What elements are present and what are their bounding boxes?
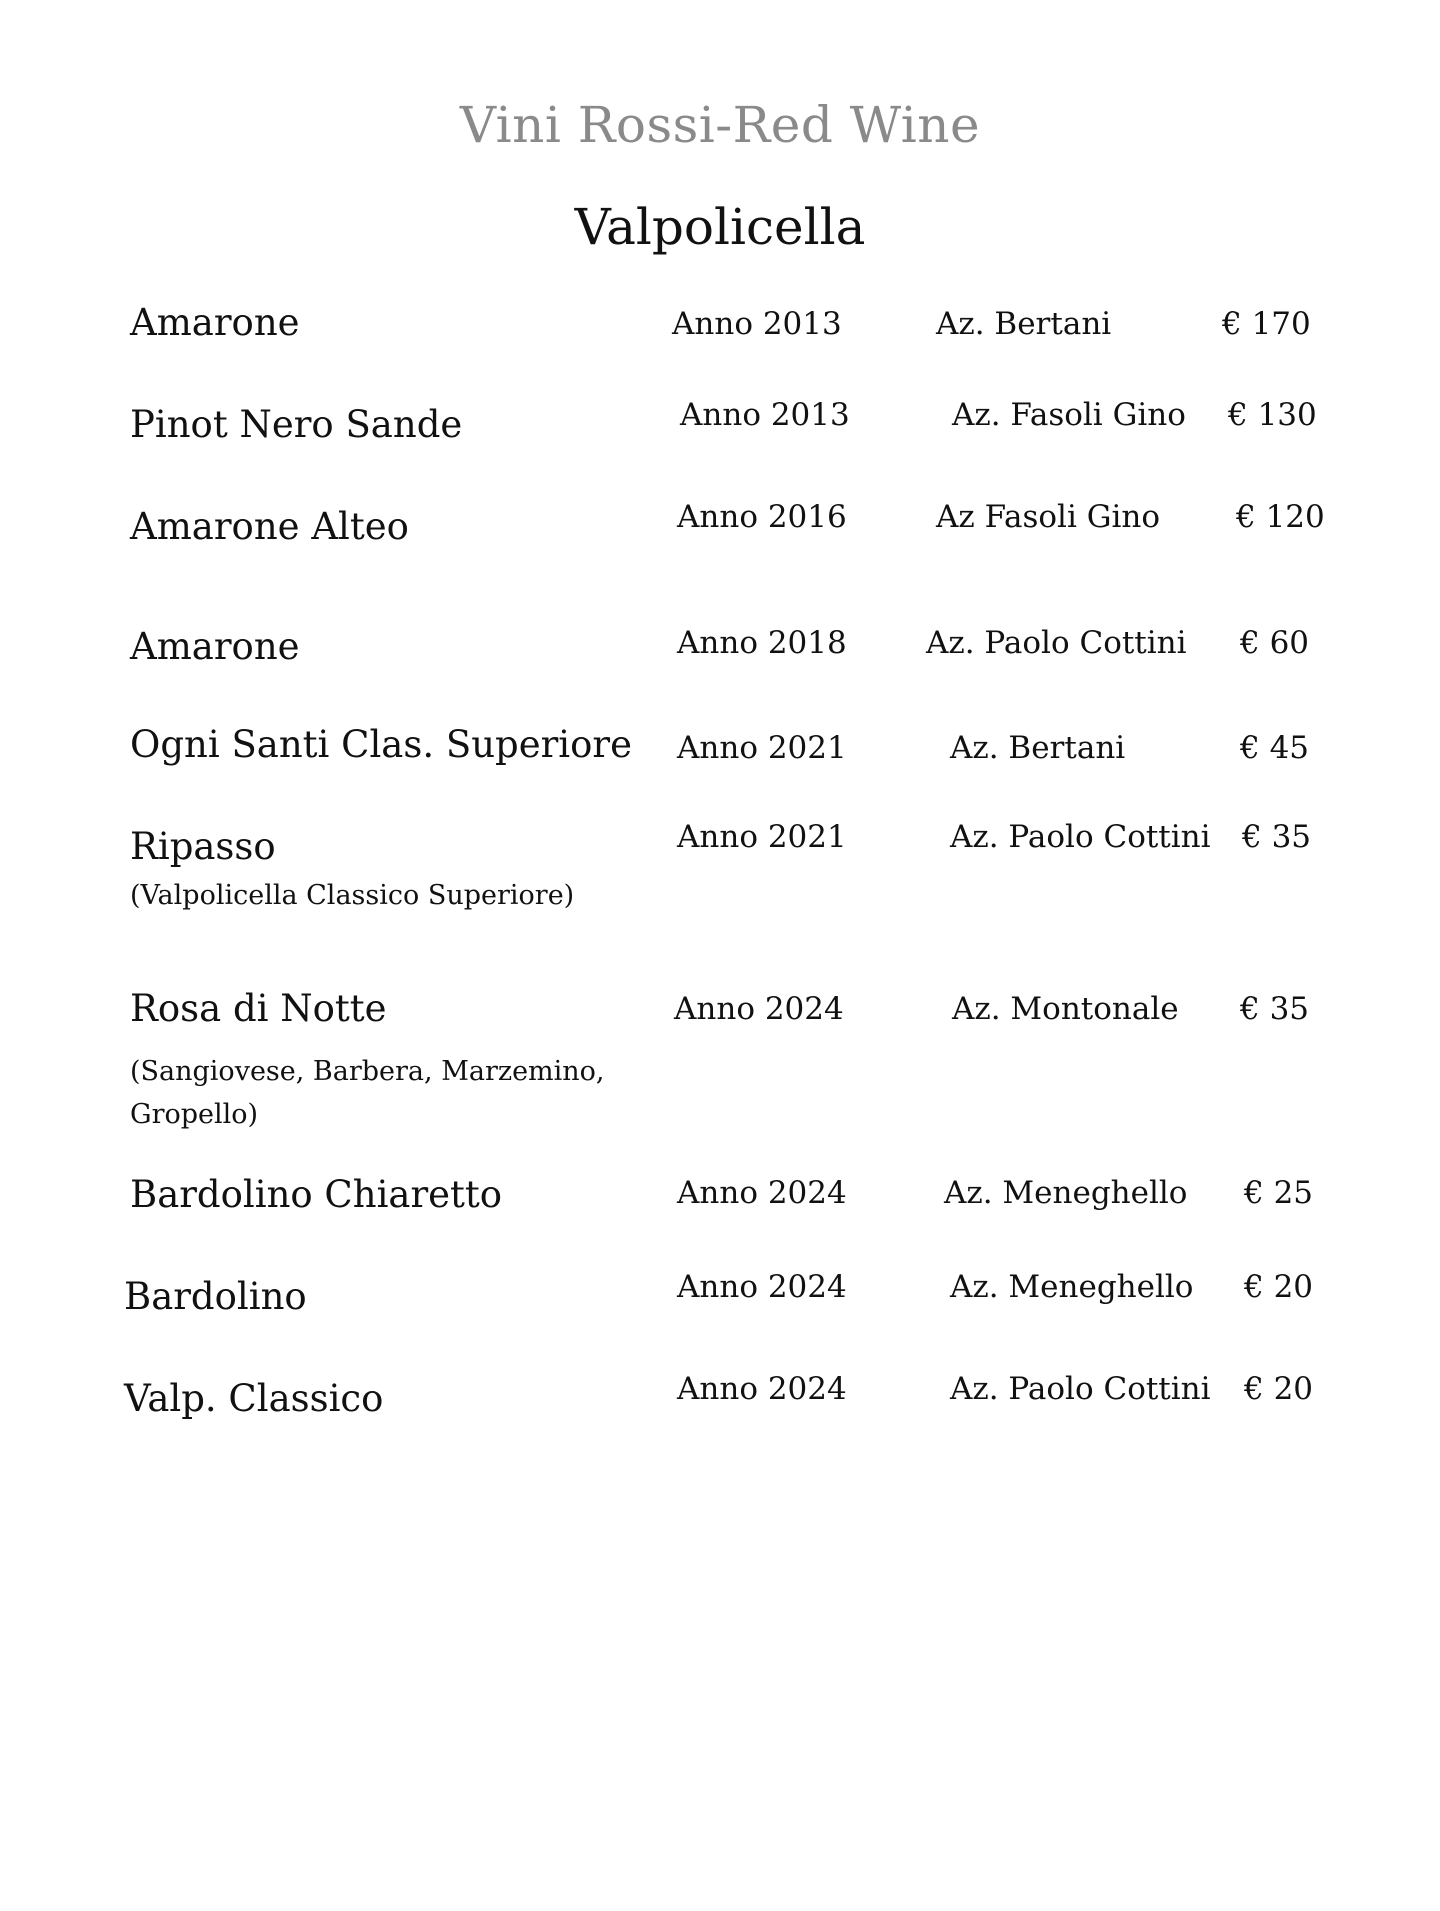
wine-note: (Valpolicella Classico Superiore)	[130, 880, 575, 911]
wine-name: Amarone Alteo	[130, 505, 409, 548]
wine-producer: Az. Paolo Cottini	[926, 625, 1187, 661]
wine-price: € 35	[1242, 819, 1312, 855]
wine-producer: Az. Bertani	[950, 730, 1126, 766]
wine-producer: Az. Montonale	[952, 991, 1179, 1027]
wine-name: Ripasso	[130, 825, 276, 868]
wine-year: Anno 2013	[672, 306, 842, 342]
wine-year: Anno 2024	[674, 991, 844, 1027]
wine-name: Pinot Nero Sande	[130, 403, 463, 446]
wine-name: Amarone	[130, 301, 300, 344]
wine-note: (Sangiovese, Barbera, Marzemino, Gropello)	[130, 1056, 605, 1130]
wine-price: € 130	[1228, 397, 1317, 433]
wine-producer: Az. Meneghello	[950, 1269, 1194, 1305]
wine-price: € 35	[1240, 991, 1310, 1027]
wine-year: Anno 2018	[677, 625, 847, 661]
wine-producer: Az. Fasoli Gino	[952, 397, 1186, 433]
wine-price: € 20	[1244, 1269, 1314, 1305]
wine-producer: Az Fasoli Gino	[936, 499, 1161, 535]
wine-name: Bardolino	[124, 1275, 307, 1318]
wine-year: Anno 2024	[677, 1175, 847, 1211]
wine-year: Anno 2021	[677, 819, 847, 855]
wine-year: Anno 2024	[677, 1371, 847, 1407]
wine-year: Anno 2024	[677, 1269, 847, 1305]
wine-price: € 170	[1222, 306, 1311, 342]
wine-name: Bardolino Chiaretto	[130, 1173, 503, 1216]
wine-price: € 60	[1240, 625, 1310, 661]
wine-year: Anno 2021	[677, 730, 847, 766]
wine-producer: Az. Paolo Cottini	[950, 1371, 1211, 1407]
section-title: Valpolicella	[574, 198, 866, 256]
wine-price: € 45	[1240, 730, 1310, 766]
wine-producer: Az. Meneghello	[944, 1175, 1188, 1211]
wine-producer: Az. Bertani	[936, 306, 1112, 342]
wine-name: Ogni Santi Clas. Superiore	[130, 723, 632, 766]
wine-name: Amarone	[130, 625, 300, 668]
wine-price: € 25	[1244, 1175, 1314, 1211]
page-title: Vini Rossi-Red Wine	[459, 96, 981, 154]
wine-year: Anno 2013	[680, 397, 850, 433]
wine-name: Rosa di Notte	[130, 987, 387, 1030]
wine-name: Valp. Classico	[124, 1377, 384, 1420]
wine-price: € 120	[1236, 499, 1325, 535]
wine-price: € 20	[1244, 1371, 1314, 1407]
wine-producer: Az. Paolo Cottini	[950, 819, 1211, 855]
wine-year: Anno 2016	[677, 499, 847, 535]
